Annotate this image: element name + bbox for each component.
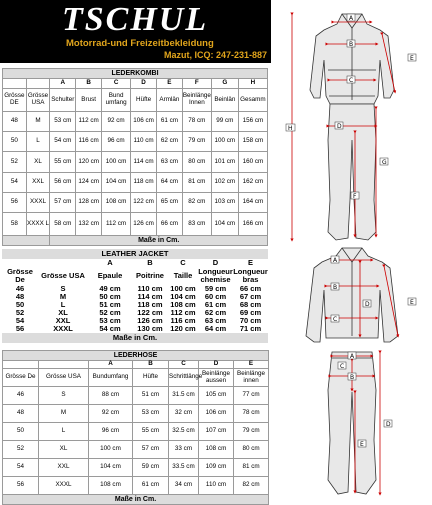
leather-jacket-table <box>2 249 268 343</box>
table-row: 52 XL 100 cm 57 cm 33 cm 108 cm 80 cm <box>3 441 269 459</box>
jacket-label-c: C <box>333 316 338 323</box>
table-row: 48 M 92 cm 53 cm 32 cm 106 cm 78 cm <box>3 405 269 423</box>
table-row: 58 XXXX L 58 cm 132 cm 112 cm 126 cm 66 cm 83 cm 104 cm 166 cm <box>3 213 268 235</box>
jacket-title: LEATHER JACKET <box>2 249 268 259</box>
pants-label-a: A <box>350 353 355 360</box>
suit-label-c: C <box>349 77 354 84</box>
lederkombi-title: LEDERKOMBI <box>3 69 268 79</box>
brand-banner <box>0 0 271 63</box>
pants-label-d: D <box>386 421 391 428</box>
jacket-letter-row: A B C D E <box>107 258 254 267</box>
jacket-label-b: B <box>333 284 338 291</box>
suit-label-d: D <box>337 123 342 130</box>
suit-label-f: F <box>353 193 357 200</box>
pants-label-c: C <box>340 363 345 370</box>
table-row: 46 S 49 cm 110 cm 100 cm 59 cm 66 cm <box>2 285 268 293</box>
suit-label-h: H <box>288 125 293 132</box>
table-row: 50 L 51 cm 118 cm 108 cm 61 cm 68 cm <box>2 301 268 309</box>
brand-contact: Mazut, ICQ: 247-231-887 <box>163 50 267 60</box>
table-row: 46 S 88 cm 51 cm 31.5 cm 105 cm 77 cm <box>3 387 269 405</box>
suit-label-g: G <box>382 159 387 166</box>
suit-label-e: E <box>410 55 414 62</box>
jacket-label-d: D <box>365 301 370 308</box>
lederhose-table <box>2 350 269 505</box>
garment-diagrams <box>272 0 432 500</box>
table-row: 56 XXXL 54 cm 130 cm 120 cm 64 cm 71 cm <box>2 325 268 333</box>
lederkombi-table <box>2 68 268 246</box>
table-row: 48 M 53 cm 112 cm 92 cm 106 cm 61 cm 78 cm 99 cm 156 cm <box>3 111 268 131</box>
jacket-figure <box>306 248 398 342</box>
pants-label-e: E <box>360 441 364 448</box>
jacket-footer: Maße in Cm. <box>2 333 268 343</box>
lederhose-letter-row: A B C D E <box>3 361 269 369</box>
jacket-label-a: A <box>333 257 338 264</box>
lederhose-header-row: Grösse De Grösse USA Bundumfang Hüfte Schrittlänge Beinlänge aussen Beinlänge innen <box>3 369 269 387</box>
table-row: 50 L 54 cm 116 cm 96 cm 110 cm 62 cm 79 cm 100 cm 158 cm <box>3 132 268 152</box>
suit-label-a: A <box>349 15 354 22</box>
suit-label-b: B <box>349 41 354 48</box>
table-row: 56 XXXL 108 cm 61 cm 34 cm 110 cm 82 cm <box>3 477 269 495</box>
brand-logo: TSCHUL <box>62 1 209 38</box>
lederhose-footer: Maße in Cm. <box>3 495 269 505</box>
lederkombi-letter-row: A B C D E F G H <box>3 79 268 89</box>
table-row: 54 XXL 53 cm 126 cm 116 cm 63 cm 70 cm <box>2 317 268 325</box>
lederhose-title: LEDERHOSE <box>3 351 269 361</box>
table-row: 52 XL 52 cm 122 cm 112 cm 62 cm 69 cm <box>2 309 268 317</box>
table-row: 48 M 50 cm 114 cm 104 cm 60 cm 67 cm <box>2 293 268 301</box>
jacket-header-row: Grösse De Grösse USA Epaule Poitrine Taille Longueur chemise Longueur bras <box>7 267 268 284</box>
table-row: 52 XL 55 cm 120 cm 100 cm 114 cm 63 cm 80 cm 101 cm 160 cm <box>3 152 268 172</box>
table-row: 54 XXL 56 cm 124 cm 104 cm 118 cm 64 cm 81 cm 102 cm 162 cm <box>3 172 268 192</box>
table-row: 56 XXXL 57 cm 128 cm 108 cm 122 cm 65 cm 82 cm 103 cm 164 cm <box>3 193 268 213</box>
brand-tagline: Motorrad-und Freizeitbekleidung <box>66 38 214 49</box>
jacket-label-e: E <box>410 299 414 306</box>
table-row: 50 L 96 cm 55 cm 32.5 cm 107 cm 79 cm <box>3 423 269 441</box>
lederkombi-footer: Maße in Cm. <box>50 235 268 245</box>
table-row: 54 XXL 104 cm 59 cm 33.5 cm 109 cm 81 cm <box>3 459 269 477</box>
lederkombi-header-row: Grösse DE Grösse USA Schulter Brust Bund umfang Hüfte Armlän Beinlänge Innen Beinlän Gesamm <box>3 89 268 111</box>
pants-label-b: B <box>350 374 355 381</box>
